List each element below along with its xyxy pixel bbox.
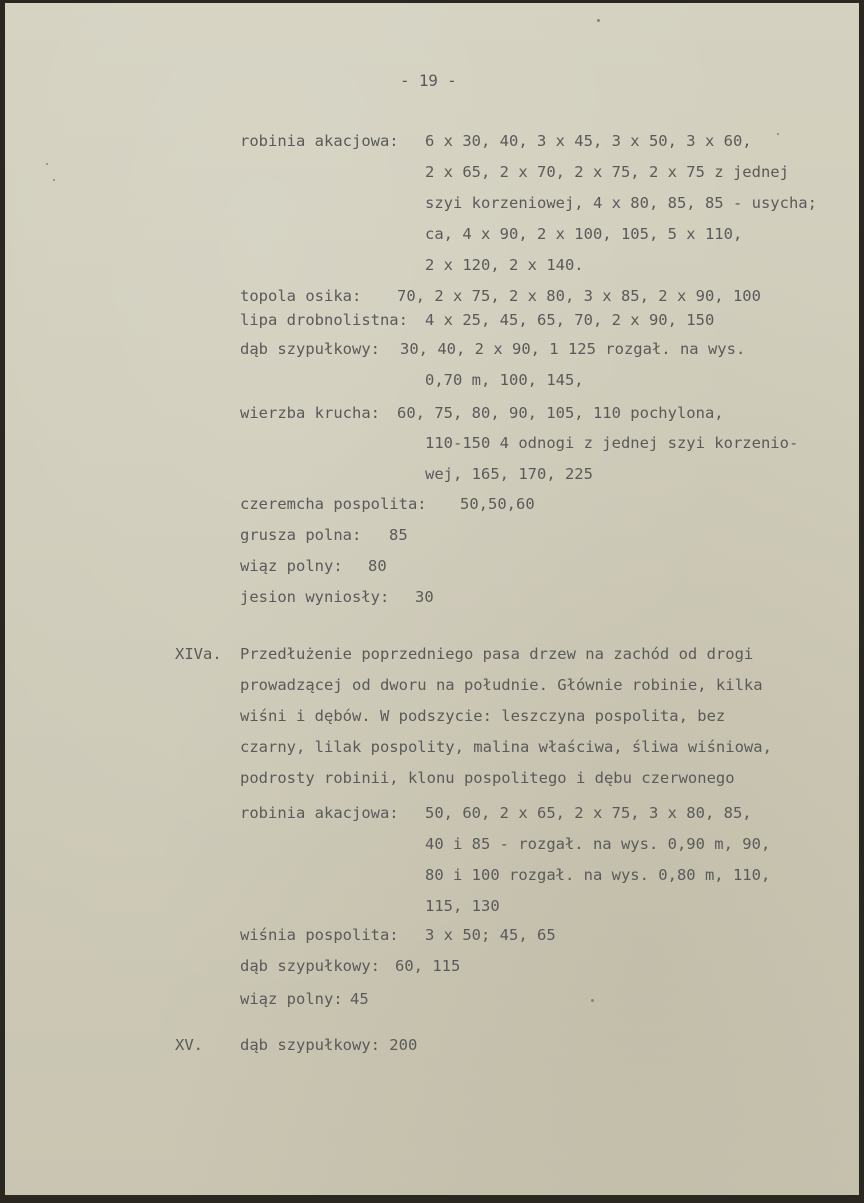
section-label: XV. — [175, 1036, 203, 1054]
species-name: jesion wyniosły: — [240, 588, 390, 606]
paper-speck — [591, 999, 594, 1002]
species-values: 110-150 4 odnogi z jednej szyi korzenio- — [425, 434, 799, 452]
paper-speck — [777, 133, 779, 135]
species-name: wierzba krucha: — [240, 404, 380, 422]
paper-speck — [597, 19, 600, 22]
species-values: 115, 130 — [425, 897, 500, 915]
paragraph-line: czarny, lilak pospolity, malina właściwa, śliwa wiśniowa, — [240, 738, 772, 756]
section-text: dąb szypułkowy: 200 — [240, 1036, 418, 1054]
species-name: robinia akacjowa: — [240, 804, 399, 822]
paragraph-line: wiśni i dębów. W podszycie: leszczyna pospolita, bez — [240, 707, 726, 725]
species-values: 60, 115 — [395, 957, 461, 975]
species-values: 4 x 25, 45, 65, 70, 2 x 90, 150 — [425, 311, 715, 329]
species-name: robinia akacjowa: — [240, 132, 399, 150]
species-values: 30 — [415, 588, 434, 606]
species-values: 50, 60, 2 x 65, 2 x 75, 3 x 80, 85, — [425, 804, 752, 822]
paper-speck — [46, 163, 48, 165]
species-name: wiśnia pospolita: — [240, 926, 399, 944]
species-name: lipa drobnolistna: — [240, 311, 408, 329]
species-values: 80 i 100 rozgał. na wys. 0,80 m, 110, — [425, 866, 771, 884]
species-name: wiąz polny: — [240, 990, 343, 1008]
species-values: 50,50,60 — [460, 495, 535, 513]
species-values: szyi korzeniowej, 4 x 80, 85, 85 - usycha; — [425, 194, 817, 212]
species-values: 2 x 120, 2 x 140. — [425, 256, 584, 274]
species-values: 0,70 m, 100, 145, — [425, 371, 584, 389]
section-label: XIVa. — [175, 645, 222, 663]
species-name: wiąz polny: — [240, 557, 343, 575]
paragraph-line: Przedłużenie poprzedniego pasa drzew na zachód od drogi — [240, 645, 754, 663]
species-name: dąb szypułkowy: — [240, 340, 380, 358]
species-values: 85 — [389, 526, 408, 544]
page-number: - 19 - — [400, 71, 457, 90]
species-values: ca, 4 x 90, 2 x 100, 105, 5 x 110, — [425, 225, 743, 243]
species-values: wej, 165, 170, 225 — [425, 465, 593, 483]
species-name: grusza polna: — [240, 526, 362, 544]
species-values: 70, 2 x 75, 2 x 80, 3 x 85, 2 x 90, 100 — [397, 287, 761, 305]
document-page — [5, 3, 859, 1195]
species-values: 30, 40, 2 x 90, 1 125 rozgał. na wys. — [400, 340, 746, 358]
paper-speck — [53, 179, 55, 181]
species-values: 6 x 30, 40, 3 x 45, 3 x 50, 3 x 60, — [425, 132, 752, 150]
species-values: 2 x 65, 2 x 70, 2 x 75, 2 x 75 z jednej — [425, 163, 789, 181]
paragraph-line: prowadzącej od dworu na południe. Głównie robinie, kilka — [240, 676, 763, 694]
species-name: czeremcha pospolita: — [240, 495, 427, 513]
species-name: dąb szypułkowy: — [240, 957, 380, 975]
species-name: topola osika: — [240, 287, 362, 305]
paragraph-line: podrosty robinii, klonu pospolitego i dębu czerwonego — [240, 769, 735, 787]
species-values: 45 — [350, 990, 369, 1008]
species-values: 80 — [368, 557, 387, 575]
species-values: 3 x 50; 45, 65 — [425, 926, 556, 944]
species-values: 40 i 85 - rozgał. na wys. 0,90 m, 90, — [425, 835, 771, 853]
species-values: 60, 75, 80, 90, 105, 110 pochylona, — [397, 404, 724, 422]
